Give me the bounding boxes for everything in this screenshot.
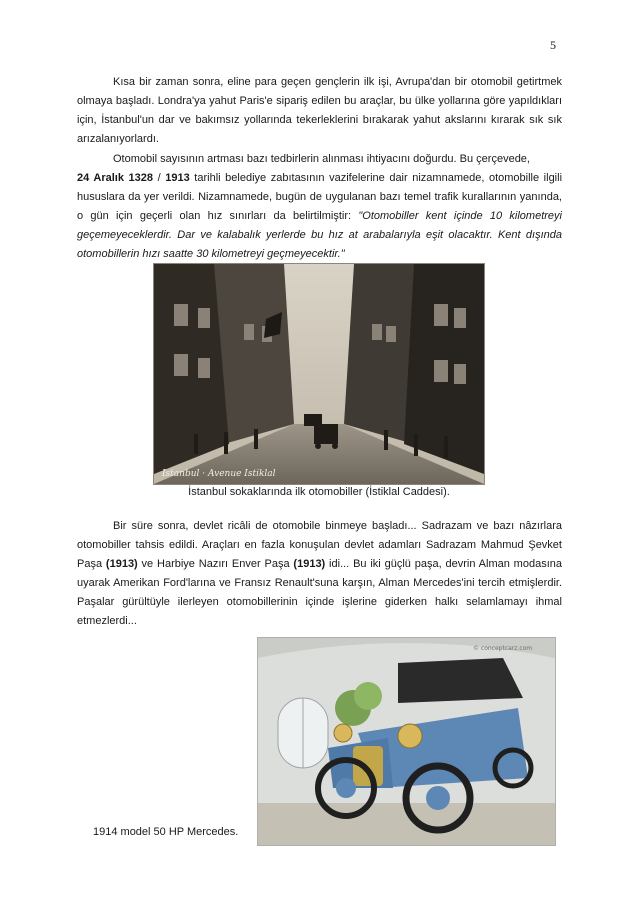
paragraph-text: Kısa bir zaman sonra, eline para geçen gençlerin ilk işi, Avrupa'dan bir otomobil getirtmek olmaya başladı. Londra'ya yahut Paris'e sipariş edilen bu araçlar, bu ülke yollarına göre yapıldıkları için, İstanbul'un dar ve bakımsız yollarında tekerleklerini bırakarak yahut akslarını kırarak sık sık arızalanıyorlardı.	[77, 76, 562, 145]
page-number: 5	[550, 38, 556, 52]
photo-caption-istiklal: İstanbul sokaklarında ilk otomobiller (İstiklal Caddesi).	[188, 486, 450, 498]
speed-limit-quote: "Otomobiller kent içinde 10 kilometreyi geçemeyeceklerdir. Dar ve kalabalık yerlerde bu hız at arabalarıyla eşit olacaktır. Kent dışında otomobillerin hızı saatte 30 kilometreyi geçmeyecektir."	[77, 210, 562, 260]
paragraph-early-cars	[77, 73, 562, 149]
paragraph-text: tarihli belediye zabıtasının vazifelerine dair nizamnamede, otomobille ilgili hususlara da yer verildi. Nizamnamede, bugün de uygulanan bazı temel trafik kurallarının yanında, o gün için geçerli olan hız sınırları da belirtilmiştir:	[77, 172, 563, 222]
paragraph-text: ve Harbiye Nazırı Enver Paşa	[137, 558, 294, 570]
istiklal-street-photo	[153, 263, 485, 485]
year-bold: (1913)	[293, 558, 326, 570]
date-separator: /	[153, 172, 166, 184]
paragraph-regulation	[77, 150, 562, 264]
regulation-date-rumi: 24 Aralık 1328	[77, 172, 154, 184]
paragraph-pashas	[77, 517, 562, 631]
photo-handwriting: Istanbul · Avenue Istiklal	[162, 469, 276, 479]
photo-caption-mercedes: 1914 model 50 HP Mercedes.	[93, 826, 239, 838]
paragraph-text: Otomobil sayısının artması bazı tedbirlerin alınması ihtiyacını doğurdu. Bu çerçevede,	[113, 153, 530, 165]
photo-watermark: © conceptcarz.com	[473, 645, 533, 652]
mercedes-car-illustration	[258, 638, 555, 845]
street-scene-illustration	[154, 264, 484, 484]
paragraph-text: Bir süre sonra, devlet ricâli de otomobile binmeye başladı... Sadrazam ve bazı nâzırlara otomobiller tahsis edildi. Araçları en fazla konuşulan devlet adamları Sadrazam Mahmud Şevket Paşa	[77, 520, 562, 570]
regulation-date-miladi: 1913	[165, 172, 190, 184]
paragraph-text: idi... Bu iki güçlü paşa, devrin Alman modasına uyarak Amerikan Ford'larına ve Fransız Renault'suna karşın, Alman Mercedes'ini tercih etmişlerdir. Paşalar gürültüyle ilerleyen otomobillerinin içinde işlerine giderken halkı selamlamayı ihmal etmezlerdi...	[77, 558, 562, 627]
year-bold: (1913)	[105, 558, 138, 570]
mercedes-photo	[257, 637, 556, 846]
